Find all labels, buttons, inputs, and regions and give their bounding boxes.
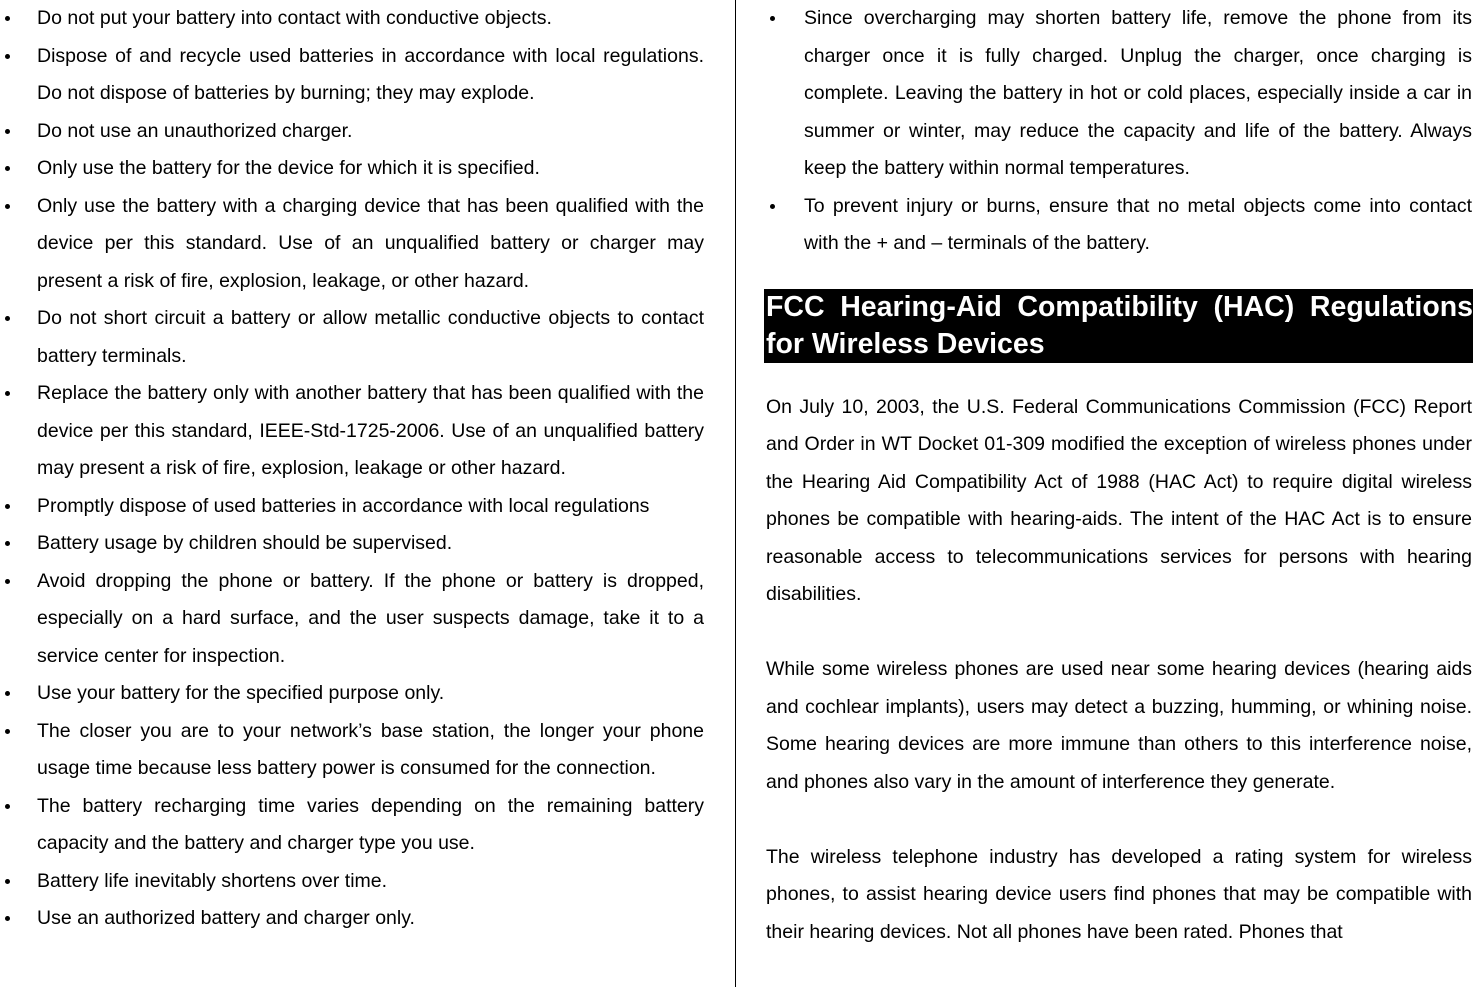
bullet-icon xyxy=(5,541,10,546)
list-item xyxy=(0,300,704,375)
bullet-icon xyxy=(5,316,10,321)
list-item-text: Since overcharging may shorten battery life, remove the phone from its charger once it is fully charged. Unplug the charger, once charging is complete. Leaving the battery in hot or cold places, especially inside a car in summer or winter, may reduce the capacity and life of the battery. Always keep the battery within normal temperatures. xyxy=(804,7,1472,179)
bullet-icon xyxy=(5,129,10,134)
list-item xyxy=(0,525,704,563)
list-item-text: Avoid dropping the phone or battery. If the phone or battery is dropped, especially on a hard surface, and the user suspects damage, take it to a service center for inspection. xyxy=(37,569,704,667)
list-item-text: Battery life inevitably shortens over time. xyxy=(37,869,388,892)
list-item xyxy=(0,188,704,301)
hac-section-heading: FCC Hearing-Aid Compatibility (HAC) Regulations for Wireless Devices xyxy=(764,289,1473,363)
list-item-text: Only use the battery with a charging device that has been qualified with the device per this standard. Use of an unqualified battery or charger may present a risk of fire, explosion, leakage, or other hazard. xyxy=(37,194,704,292)
list-item xyxy=(0,563,704,676)
bullet-icon xyxy=(5,204,10,209)
bullet-icon xyxy=(5,804,10,809)
list-item-text: Battery usage by children should be supervised. xyxy=(37,532,453,554)
list-item-text: The battery recharging time varies depending on the remaining battery capacity and the battery and charger type you use. xyxy=(37,794,704,854)
hac-paragraph-interference: While some wireless phones are used near some hearing devices (hearing aids and cochlear implants), users may detect a buzzing, humming, or whining noise. Some hearing devices are more immune than others to this interference noise, and phones also vary in the amount of interference they generate. xyxy=(766,658,1472,793)
battery-care-list xyxy=(766,0,1472,263)
bullet-icon xyxy=(5,579,10,584)
list-item-text: Promptly dispose of used batteries in accordance with local regulations xyxy=(37,494,650,517)
hac-paragraph-intro: On July 10, 2003, the U.S. Federal Communications Commission (FCC) Report and Order in WT Docket 01-309 modified the exception of wireless phones under the Hearing Aid Compatibility Act of 1988 (HAC Act) to require digital wireless phones be compatible with hearing-aids. The intent of the HAC Act is to ensure reasonable access to telecommunications services for persons with hearing disabilities. xyxy=(766,395,1472,605)
bullet-icon xyxy=(5,691,10,696)
list-item-text: Use an authorized battery and charger only. xyxy=(37,907,415,929)
list-item-text: Do not put your battery into contact with conductive objects. xyxy=(37,7,552,29)
list-item-text: Do not short circuit a battery or allow metallic conductive objects to contact battery terminals. xyxy=(37,307,704,367)
list-item xyxy=(0,863,704,901)
list-item xyxy=(0,488,704,526)
battery-safety-list xyxy=(0,0,704,938)
list-item-text: Use your battery for the specified purpose only. xyxy=(37,682,445,704)
list-item xyxy=(0,150,704,188)
bullet-icon xyxy=(5,16,10,21)
list-item xyxy=(0,113,704,151)
bullet-icon xyxy=(5,54,10,59)
list-item-text: Do not use an unauthorized charger. xyxy=(37,119,353,142)
list-item xyxy=(0,38,704,113)
list-item xyxy=(0,788,704,863)
bullet-icon xyxy=(5,729,10,734)
bullet-icon xyxy=(770,16,775,21)
hac-paragraph-rating: The wireless telephone industry has developed a rating system for wireless phones, to assist hearing device users find phones that may be compatible with their hearing devices. Not all phones have been rated. Phones that xyxy=(766,845,1472,943)
bullet-icon xyxy=(5,166,10,171)
list-item-text: The closer you are to your network’s base station, the longer your phone usage time because less battery power is consumed for the connection. xyxy=(37,719,704,779)
left-column xyxy=(0,0,704,987)
list-item xyxy=(0,713,704,788)
right-column xyxy=(766,0,1472,987)
list-item xyxy=(0,675,704,713)
list-item xyxy=(0,0,704,38)
list-item xyxy=(0,375,704,488)
list-item-text: Replace the battery only with another battery that has been qualified with the device per this standard, IEEE-Std-1725-2006. Use of an unqualified battery may present a risk of fire, explosion, leakage or other hazard. xyxy=(37,382,704,479)
list-item-text: Dispose of and recycle used batteries in accordance with local regulations. Do not dispose of batteries by burning; they may explode. xyxy=(37,44,704,104)
bullet-icon xyxy=(5,916,10,921)
column-divider xyxy=(735,0,736,987)
list-item xyxy=(766,0,1472,188)
bullet-icon xyxy=(5,391,10,396)
list-item-text: To prevent injury or burns, ensure that no metal objects come into contact with the + and – terminals of the battery. xyxy=(804,194,1472,254)
bullet-icon xyxy=(770,204,775,209)
list-item xyxy=(766,188,1472,263)
list-item xyxy=(0,900,704,938)
list-item-text: Only use the battery for the device for which it is specified. xyxy=(37,157,540,179)
bullet-icon xyxy=(5,879,10,884)
bullet-icon xyxy=(5,504,10,509)
